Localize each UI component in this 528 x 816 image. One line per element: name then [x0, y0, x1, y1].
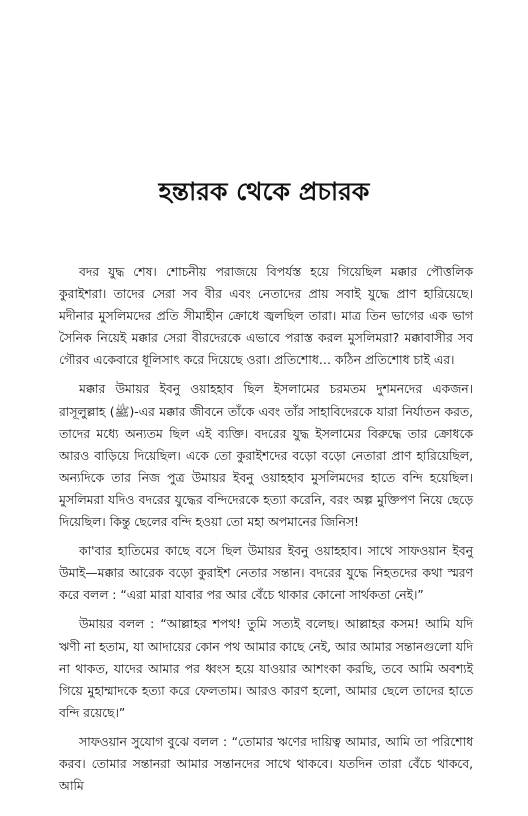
paragraph-3: কা'বার হাতিমের কাছে বসে ছিল উমায়র ইবনু ওয়াহহাব। সাথে সাফওয়ান ইবনু উমাই—মক্কার আরেক বড়ো কুরাইশ নেতার সন্তান। বদরের যুদ্ধে নিহতদের কথা স্মরণ করে বলল : “এরা মারা যাবার পর আর বেঁচে থাকার কোনো সার্থকতা নেই।” [59, 544, 473, 603]
paragraph-4: উমায়র বলল : “আল্লাহর শপথ! তুমি সত্যই বলেছ। আল্লাহর কসম! আমি যদি ঋণী না হতাম, যা আদায়ের কোন পথ আমার কাছে নেই, আর আমার সন্তানগুলো যদি না থাকত, যাদের আমার পর ধ্বংস হয়ে যাওয়ার আশংকা করছি, তবে আমি অবশ্যই গিয়ে মুহাম্মাদকে হত্যা করে ফেলতাম। আরও কারণ হলো, আমার ছেলে তাদের হাতে বন্দি রয়েছে।” [59, 617, 473, 720]
paragraph-2: মক্কার উমায়র ইবনু ওয়াহহাব ছিল ইসলামের চরমতম দুশমনদের একজন। রাসূলুল্লাহ (ﷺ)-এর মক্কার জীবনে তাঁকে এবং তাঁর সাহাবিদেরকে যারা নির্যাতন করত, তাদের মধ্যে অন্যতম ছিল এই ব্যক্তি। বদরের যুদ্ধ ইসলামের বিরুদ্ধে তার ক্রোধকে আরও বাড়িয়ে দিয়েছিল। একে তো কুরাইশদের বড়ো বড়ো নেতারা প্রাণ হারিয়েছিল, অন্যদিকে তার নিজ পুত্র উমায়র ইবনু ওয়াহহাব মুসলিমদের হাতে বন্দি হয়েছিল। মুসলিমরা যদিও বদরের যুদ্ধের বন্দিদেরকে হত্যা করেনি, বরং অল্প মুক্তিপণ নিয়ে ছেড়ে দিয়েছিল। কিন্তু ছেলের বন্দি হওয়া তো মহা অপমানের জিনিস! [59, 382, 473, 530]
chapter-body [59, 261, 473, 804]
paragraph-1: বদর যুদ্ধ শেষ। শোচনীয় পরাজয়ে বিপর্যস্ত হয়ে গিয়েছিল মক্কার পৌত্তলিক কুরাইশরা। তাদের সেরা সব বীর এবং নেতাদের প্রায় সবাই যুদ্ধে প্রাণ হারিয়েছে। মদীনার মুসলিমদের প্রতি সীমাহীন ক্রোধে জ্বলছিল তারা। মাত্র তিন ভাগের এক ভাগ সৈনিক নিয়েই মক্কার সেরা বীরদেরকে এভাবে পরাস্ত করল মুসলিমরা? মক্কাবাসীর সব গৌরব একেবারে ধূলিসাৎ করে দিয়েছে ওরা। প্রতিশোধ… কঠিন প্রতিশোধ চাই এর। [59, 265, 473, 368]
paragraph-5: সাফওয়ান সুযোগ বুঝে বলল : “তোমার ঋণের দায়িত্ব আমার, আমি তা পরিশোধ করব। তোমার সন্তানরা আমার সন্তানদের সাথে থাকবে। যতদিন তারা বেঁচে থাকবে, আমি [59, 734, 473, 794]
chapter-title: হন্তারক থেকে প্রচারক [158, 177, 370, 206]
